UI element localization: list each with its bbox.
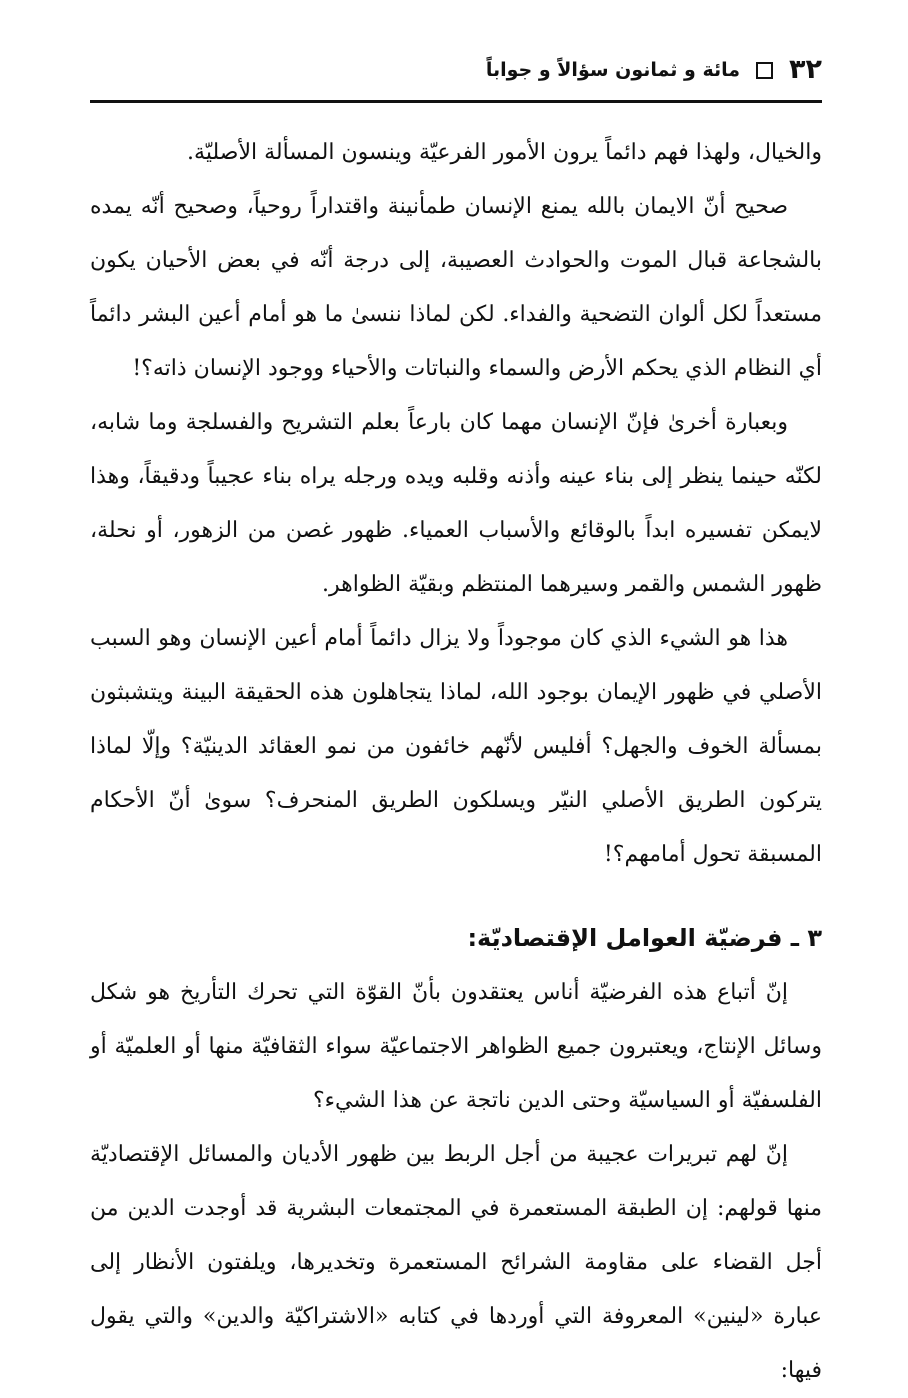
header-rule [90, 100, 822, 103]
paragraph: صحيح أنّ الايمان بالله يمنع الإنسان طمأنينة واقتداراً روحياً، وصحيح أنّه يمده بالشجاعة قبال الموت والحوادث العصيبة، إلى درجة أنّه في بعض الأحيان يكون مستعداً لكل ألوان التضحية والفداء. لكن لماذا ننسىٰ ما هو أمام أعين البشر دائماً أي النظام الذي يحكم الأرض والسماء والنباتات والأحياء ووجود الإنسان ذاته؟! [90, 194, 822, 381]
body-text [90, 126, 822, 1398]
page-number: ٣٢ [789, 54, 822, 85]
square-separator-icon [756, 62, 773, 79]
paragraph: إنّ أتباع هذه الفرضيّة أناس يعتقدون بأنّ القوّة التي تحرك التأريخ هو شكل وسائل الإنتاج، ويعتبرون جميع الظواهر الاجتماعيّة سواء الثقافيّة منها أو العلميّة أو الفلسفيّة أو السياسيّة وحتى الدين ناتجة عن هذا الشيء؟ [90, 980, 822, 1113]
running-title: مائة و ثمانون سؤالاً و جواباً [485, 59, 741, 81]
page-header [90, 48, 822, 92]
paragraph: وبعبارة أخرىٰ فإنّ الإنسان مهما كان بارعاً بعلم التشريح والفسلجة وما شابه، لكنّه حينما ينظر إلى بناء عينه وأذنه وقلبه ويده ورجله يراه بناء عجيباً ودقيقاً، وهذا لايمكن تفسيره ابداً بالوقائع والأسباب العمياء. ظهور غصن من الزهور، أو نحلة، ظهور الشمس والقمر وسيرهما المنتظم وبقيّة الظواهر. [90, 410, 822, 597]
paragraph: إنّ لهم تبريرات عجيبة من أجل الربط بين ظهور الأديان والمسائل الإقتصاديّة منها قولهم: إن الطبقة المستعمرة في المجتمعات البشرية قد أوجدت الدين من أجل القضاء على مقاومة الشرائح المستعمرة وتخديرها، ويلفتون الأنظار إلى عبارة «لينين» المعروفة التي أوردها في كتابه «الاشتراكيّة والدين» والتي يقول فيها: [90, 1142, 822, 1383]
paragraph: هذا هو الشيء الذي كان موجوداً ولا يزال دائماً أمام أعين الإنسان وهو السبب الأصلي في ظهور الإيمان بوجود الله، لماذا يتجاهلون هذه الحقيقة البينة ويتشبثون بمسألة الخوف والجهل؟ أفليس لأنّهم خائفون من نمو العقائد الدينيّة؟ وإلّا لماذا يتركون الطريق الأصلي النيّر ويسلكون الطريق المنحرف؟ سوىٰ أنّ الأحكام المسبقة تحول أمامهم؟! [90, 626, 822, 867]
section-heading: ٣ ـ فرضيّة العوامل الإقتصاديّة: [467, 924, 822, 952]
paragraph-continuation: والخيال، ولهذا فهم دائماً يرون الأمور الفرعيّة وينسون المسألة الأصليّة. [187, 140, 822, 165]
